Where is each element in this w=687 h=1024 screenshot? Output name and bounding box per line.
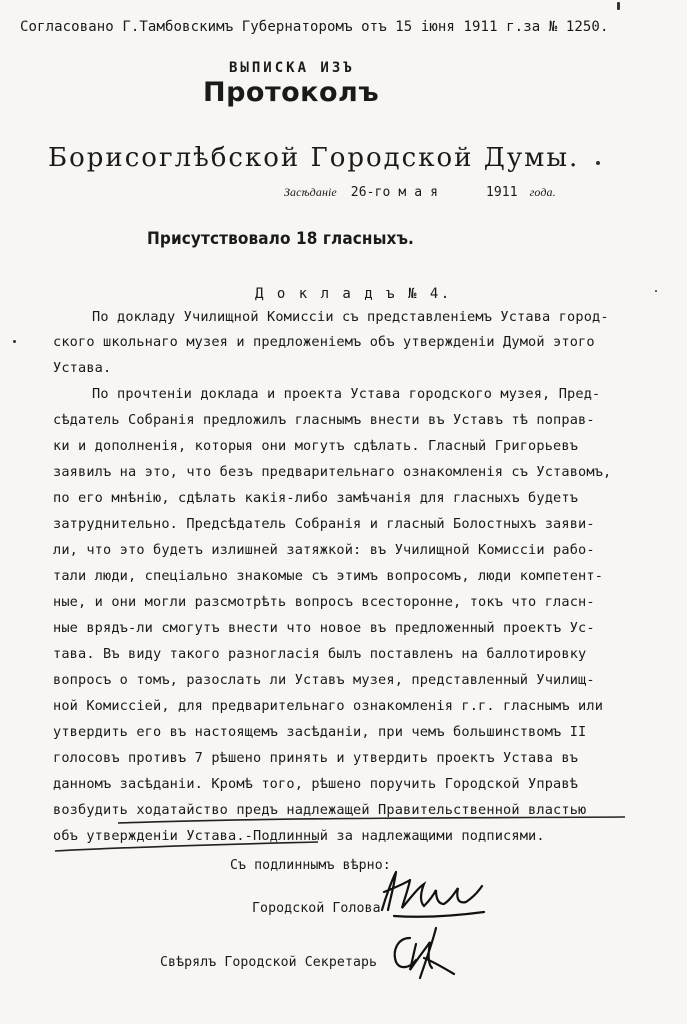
report-p1-line: Устава. [53,360,112,376]
report-p2-line: ли, что это будетъ излишней затяжкой: въ Училищной Комиссіи рабо- [53,542,595,558]
mayor-label: Городской Голова [252,901,381,916]
secretary-label: Свѣрялъ Городской Секретарь [160,955,378,970]
report-p2-line: возбудить ходатайство предъ надлежащей Правительственной властью [53,802,587,818]
report-p2-line: ные врядъ-ли смогутъ внести что новое въ предложенный проектъ Ус- [53,620,595,636]
report-p2-line: ные, и они могли разсмотрѣть вопросъ всесторонне, токъ что гласн- [53,594,595,610]
report-p2-line: затруднительно. Предсѣдатель Собранія и гласный Болостныхъ заяви- [53,516,595,532]
report-p2-line: утвердить его въ настоящемъ засѣданіи, при чемъ большинствомъ II [53,724,587,740]
protocol-title: Протоколъ [203,77,380,108]
approval-line: Согласовано Г.Тамбовскимъ Губернаторомъ отъ 15 іюня 1911 г.за № 1250. [20,19,609,35]
report-p2-line: голосовъ противъ 7 рѣшено принять и утвердить проектъ Устава въ [53,750,579,766]
session-year: 1911 [485,185,518,200]
report-title: Д о к л а д ъ № 4. [255,286,452,302]
report-p2-line: ки и дополненія, которыя они могутъ сдѣлать. Гласный Григорьевъ [53,438,579,454]
secretary-signature-image [386,924,466,984]
report-p2-line: объ утвержденіи Устава.-Подлинный за надлежащими подписями. [53,828,545,844]
report-p2-line: заявилъ на это, что безъ предварительнаго ознакомленія съ Уставомъ, [53,464,612,480]
extract-heading: ВЫПИСКА ИЗЪ [229,60,355,76]
report-p2-line: сѣдатель Собранія предложилъ гласнымъ внести въ Уставъ тѣ поправ- [53,412,595,428]
report-p2-line: тава. Въ виду такого разногласія былъ поставленъ на баллотировку [53,646,587,662]
report-p1-line: По докладу Училищной Комиссіи съ представленіемъ Устава город- [92,309,609,325]
report-p2-line: по его мнѣнію, сдѣлать какія-либо замѣчанія для гласныхъ будетъ [53,490,579,506]
duma-title: Борисоглѣбской Городской Думы. [48,143,580,173]
report-p2-line: По прочтеніи доклада и проекта Устава городского музея, Пред- [92,386,601,402]
report-p1-line: ского школьнаго музея и предложеніемъ объ утвержденіи Думой этого [53,334,595,350]
session-suffix: года. [529,185,556,199]
verified-label: Съ подлиннымъ вѣрно: [230,858,391,873]
attendance-line: Присутствовало 18 гласныхъ. [147,229,414,249]
session-day: 26-го м а я [350,185,438,200]
report-p2-line: тали люди, спеціально знакомые съ этимъ вопросомъ, люди компетент- [53,568,604,584]
report-p2-line: вопросъ о томъ, разослать ли Уставъ музея, представленный Училищ- [53,672,595,688]
report-p2-line: данномъ засѣданіи. Кромѣ того, рѣшено поручить Городской Управѣ [53,776,579,792]
mayor-signature-image [374,866,494,926]
session-label: Засѣданіе [284,185,337,199]
report-p2-line: ной Комиссіей, для предварительнаго ознакомленія г.г. гласнымъ или [53,698,604,714]
